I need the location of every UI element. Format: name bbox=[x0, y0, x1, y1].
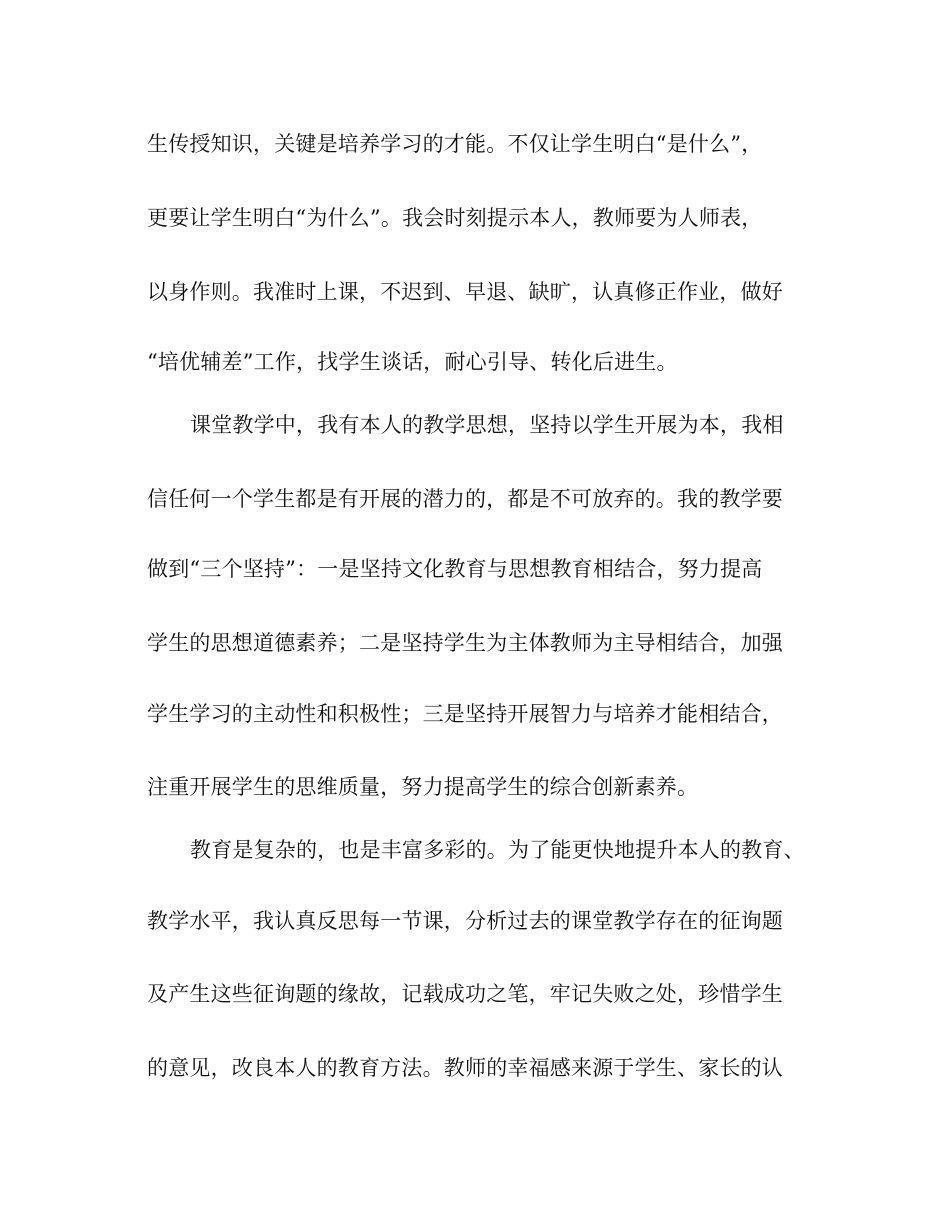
text-line: 学生的思想道德素养；二是坚持学生为主体教师为主导相结合，加强 bbox=[147, 631, 783, 655]
text-line: 更要让学生明白“为什么”。我会时刻提示本人，教师要为人师表， bbox=[147, 206, 763, 230]
text-line: 教学水平，我认真反思每一节课，分析过去的课堂教学存在的征询题 bbox=[147, 909, 783, 933]
text-line: 的意见，改良本人的教育方法。教师的幸福感来源于学生、家长的认 bbox=[147, 1056, 783, 1080]
paragraph-first-line: 课堂教学中，我有本人的教学思想，坚持以学生开展为本，我相 bbox=[190, 413, 784, 437]
text-line: 生传授知识，关键是培养学习的才能。不仅让学生明白“是什么”， bbox=[147, 132, 763, 156]
text-line: “培优辅差”工作，找学生谈话，耐心引导、转化后进生。 bbox=[147, 350, 678, 374]
text-line: 做到“三个坚持”：一是坚持文化教育与思想教育相结合，努力提高 bbox=[147, 557, 763, 581]
text-line: 学生学习的主动性和积极性；三是坚持开展智力与培养才能相结合， bbox=[147, 702, 783, 726]
text-line: 信任何一个学生都是有开展的潜力的，都是不可放弃的。我的教学要 bbox=[147, 487, 783, 511]
text-line: 注重开展学生的思维质量，努力提高学生的综合创新素养。 bbox=[147, 775, 699, 799]
text-line: 以身作则。我准时上课，不迟到、早退、缺旷，认真修正作业，做好 bbox=[147, 280, 783, 304]
text-line: 及产生这些征询题的缘故，记载成功之笔，牢记失败之处，珍惜学生 bbox=[147, 982, 783, 1006]
paragraph-first-line: 教育是复杂的，也是丰富多彩的。为了能更快地提升本人的教育、 bbox=[190, 838, 805, 862]
